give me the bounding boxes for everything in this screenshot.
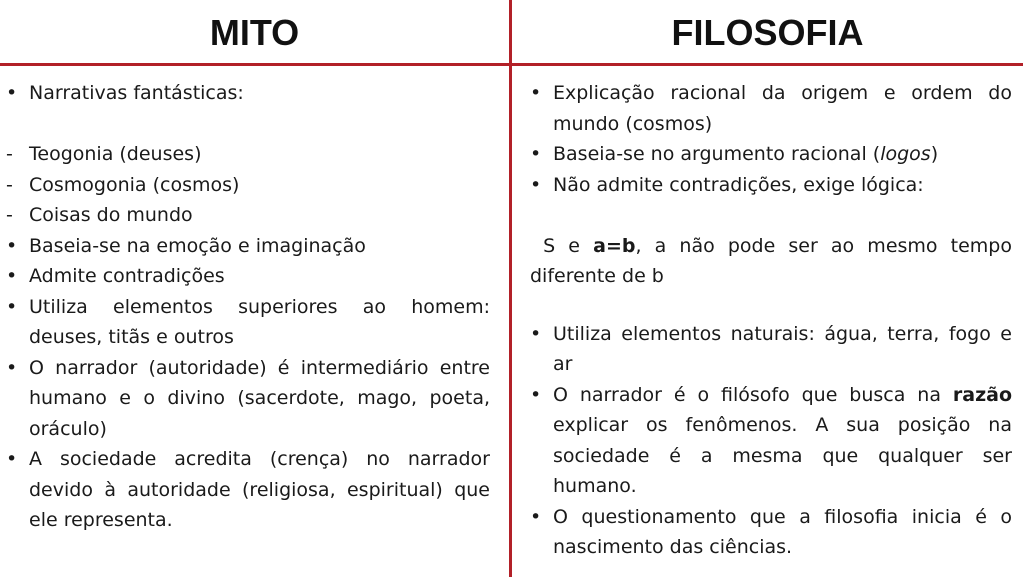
list-item: - Teogonia (deuses): [6, 139, 490, 170]
bullet-icon: •: [530, 143, 542, 165]
list-item: • O questionamento que a filosofia inicia é o nascimento das ciências.: [530, 502, 1012, 563]
dash-icon: -: [6, 173, 13, 196]
bullet-icon: •: [530, 505, 542, 528]
bullet-icon: •: [530, 383, 542, 406]
bullet-icon: •: [530, 82, 542, 104]
bullet-icon: •: [6, 82, 18, 104]
bullet-icon: •: [530, 173, 542, 196]
bullet-icon: •: [6, 295, 18, 318]
list-item: • Não admite contradições, exige lógica:: [530, 170, 1012, 201]
list-item: • Utiliza elementos superiores ao homem: deuses, titãs e outros: [6, 292, 490, 353]
bullet-icon: •: [6, 356, 18, 379]
heading-mito: MITO: [209, 12, 300, 53]
list-item: - Cosmogonia (cosmos): [6, 170, 490, 201]
list-item: • O narrador é o filósofo que busca na razão explicar os fenômenos. A sua posição na sociedade é a mesma que qualquer ser humano.: [530, 380, 1012, 502]
column-divider: [509, 0, 512, 577]
list-item: - Coisas do mundo: [6, 200, 490, 231]
dash-icon: -: [6, 143, 13, 165]
bullet-icon: •: [6, 234, 18, 257]
list-item: • Admite contradições: [6, 261, 490, 292]
filosofia-column: [530, 78, 1012, 563]
list-item: • Baseia-se no argumento racional (logos): [530, 139, 1012, 170]
list-item: • Narrativas fantásticas:: [6, 78, 490, 109]
list-item: • Explicação racional da origem e ordem do mundo (cosmos): [530, 78, 1012, 139]
mito-column: [6, 78, 490, 536]
bullet-icon: •: [530, 322, 542, 345]
heading-filosofia: FILOSOFIA: [671, 12, 864, 53]
dash-icon: -: [6, 204, 13, 226]
list-item: • Baseia-se na emoção e imaginação: [6, 231, 490, 262]
list-item: • O narrador (autoridade) é intermediário entre humano e o divino (sacerdote, mago, poeta, oráculo): [6, 353, 490, 445]
bullet-icon: •: [6, 265, 18, 287]
bullet-icon: •: [6, 448, 18, 470]
list-item: • A sociedade acredita (crença) no narrador devido à autoridade (religiosa, espiritual) que ele representa.: [6, 444, 490, 536]
list-item: • Utiliza elementos naturais: água, terra, fogo e ar: [530, 319, 1012, 380]
header-divider: [0, 63, 1023, 66]
logic-statement: S e a=b, a não pode ser ao mesmo tempo diferente de b: [530, 234, 1012, 287]
